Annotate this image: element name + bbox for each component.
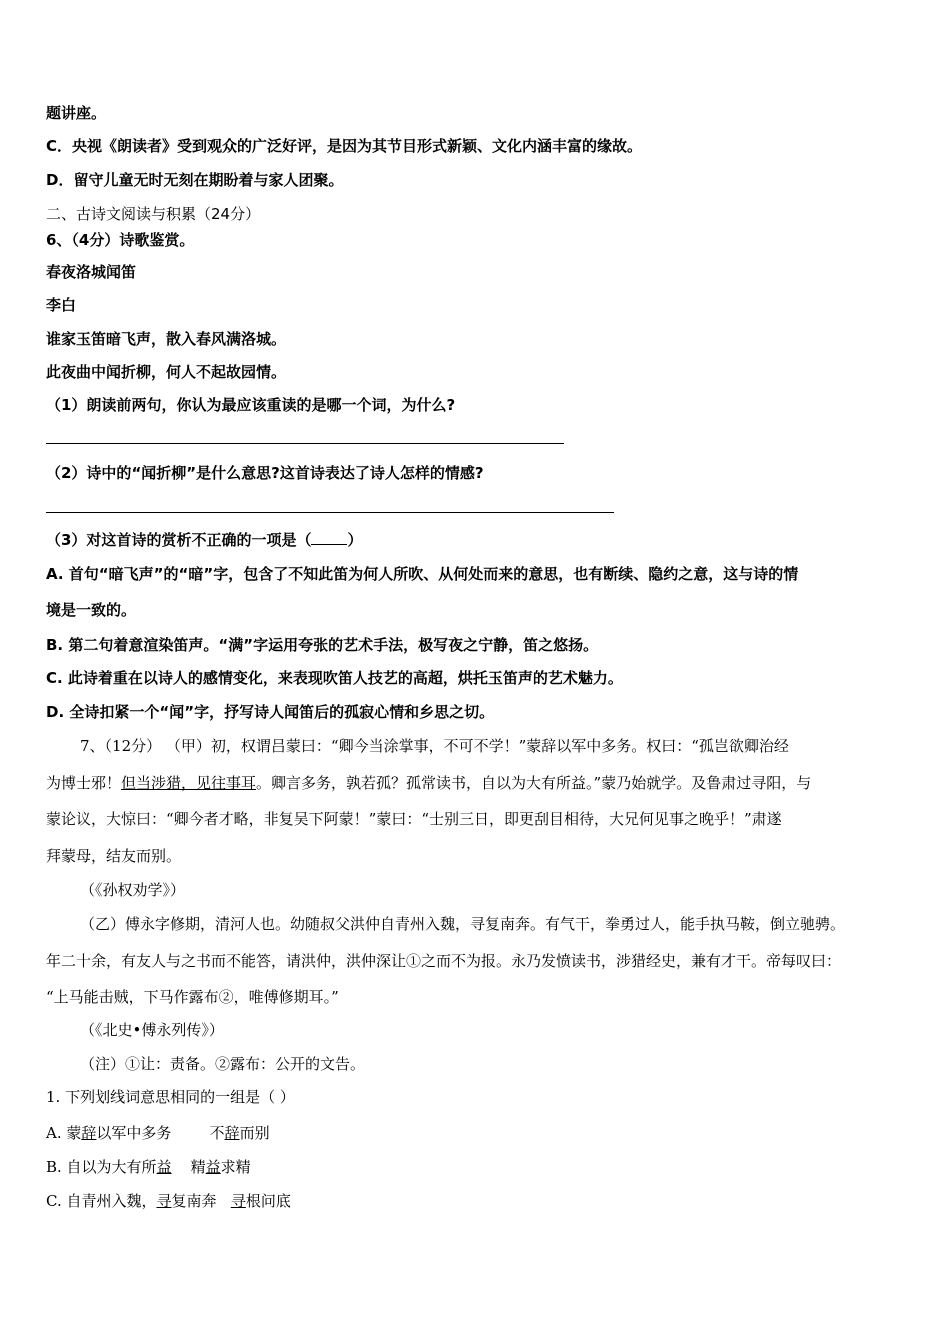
poem-line-2: 此夜曲中闻折柳，何人不起故园情。 (46, 363, 287, 381)
q6-sub-question-3 (46, 530, 362, 550)
q6-sub3-text: （3）对这首诗的赏析不正确的一项是（ (46, 531, 312, 549)
underlined-word: 寻 (230, 1192, 246, 1210)
q7-source-1: （《孙权劝学》） (80, 881, 186, 899)
underlined-word: 寻 (156, 1192, 172, 1210)
q5-option-b-continuation: 题讲座。 (46, 104, 107, 122)
q7-passage-a-line-1: 7、（12分） （甲）初，权谓吕蒙曰：“卿今当涂掌事，不可不学！”蒙辞以军中多务。权曰：“孤岂欲卿治经 (80, 737, 789, 755)
q6-option-b: B. 第二句着意渲染笛声。“满”字运用夸张的艺术手法，极写夜之宁静，笛之悠扬。 (46, 636, 599, 654)
poem-title: 春夜洛城闻笛 (46, 263, 137, 281)
option-text: 而别 (239, 1124, 270, 1142)
option-text: 根问底 (245, 1192, 291, 1210)
q7-option-c (46, 1191, 291, 1211)
answer-line-1[interactable] (46, 443, 564, 444)
passage-text: 。卿言多务，孰若孤？孤常读书，自以为大有所益。”蒙乃始就学。及鲁肃过寻阳，与 (256, 774, 812, 792)
underlined-word: 辞 (224, 1124, 240, 1142)
answer-line-2[interactable] (46, 512, 614, 513)
q7-passage-a-line-4: 拜蒙母，结友而别。 (46, 847, 182, 865)
q6-option-d: D. 全诗扣紧一个“闻”字，抒写诗人闻笛后的孤寂心情和乡思之切。 (46, 703, 495, 721)
section-heading: 二、古诗文阅读与积累（24分） (46, 205, 261, 223)
q7-passage-b-line-3: “上马能击贼，下马作露布②，唯傅修期耳。” (46, 988, 339, 1006)
q6-sub-question-1: （1）朗读前两句，你认为最应该重读的是哪一个词，为什么? (46, 396, 456, 414)
underlined-word: 辞 (81, 1124, 97, 1142)
q7-passage-b-line-1: （乙）傅永字修期，清河人也。幼随叔父洪仲自青州入魏，寻复南奔。有气干，拳勇过人，能手执马鞍，倒立驰骋。 (80, 915, 846, 933)
option-text: 复南奔 (171, 1192, 231, 1210)
underlined-sentence: 但当涉猎，见往事耳 (121, 774, 257, 792)
q6-option-a-line-2: 境是一致的。 (46, 601, 137, 619)
option-text: B. 自以为大有所 (46, 1158, 157, 1176)
q6-stem: 6、（4分）诗歌鉴赏。 (46, 231, 195, 249)
q7-option-b (46, 1157, 251, 1177)
q5-option-d: D．留守儿童无时无刻在期盼着与家人团聚。 (46, 171, 344, 189)
poem-author: 李白 (46, 296, 77, 314)
q6-option-a-line-1: A. 首句“暗飞声”的“暗”字，包含了不知此笛为何人所吹、从何处而来的意思，也有断续、隐约之意，这与诗的情 (46, 565, 799, 583)
option-text: A. 蒙 (46, 1124, 82, 1142)
option-text: 精 (171, 1158, 206, 1176)
q6-option-c: C. 此诗着重在以诗人的感情变化，来表现吹笛人技艺的高超，烘托玉笛声的艺术魅力。 (46, 669, 623, 687)
underlined-word: 益 (205, 1158, 221, 1176)
q7-passage-a-line-2 (46, 773, 811, 793)
poem-line-1: 谁家玉笛暗飞声，散入春风满洛城。 (46, 330, 287, 348)
option-text: 以军中多务 不 (96, 1124, 225, 1142)
option-text: C. 自青州入魏， (46, 1192, 157, 1210)
passage-text: 为博士邪！ (46, 774, 122, 792)
q7-source-2: （《北史•傅永列传》） (80, 1021, 224, 1039)
underlined-word: 益 (156, 1158, 172, 1176)
q6-sub3-close: ） (347, 531, 363, 549)
q7-passage-b-line-2: 年二十余，有友人与之书而不能答，请洪仲，洪仲深让①之而不为报。永乃发愤读书，涉猎经史，兼有才干。帝每叹曰： (46, 952, 842, 970)
q6-sub-question-2: （2）诗中的“闻折柳”是什么意思?这首诗表达了诗人怎样的情感? (46, 464, 484, 482)
q7-note: （注）①让：责备。②露布：公开的文告。 (80, 1055, 366, 1073)
option-text: 求精 (220, 1158, 251, 1176)
q5-option-c: C．央视《朗读者》受到观众的广泛好评，是因为其节目形式新颖、文化内涵丰富的缘故。 (46, 137, 643, 155)
answer-blank[interactable] (311, 530, 347, 545)
q7-passage-a-line-3: 蒙论议，大惊曰：“卿今者才略，非复吴下阿蒙！”蒙曰：“士别三日，即更刮目相待，大兄何见事之晚乎！”肃遂 (46, 810, 782, 828)
q7-option-a (46, 1123, 270, 1143)
q7-sub-question-1: 1. 下列划线词意思相同的一组是（ ） (46, 1088, 295, 1106)
